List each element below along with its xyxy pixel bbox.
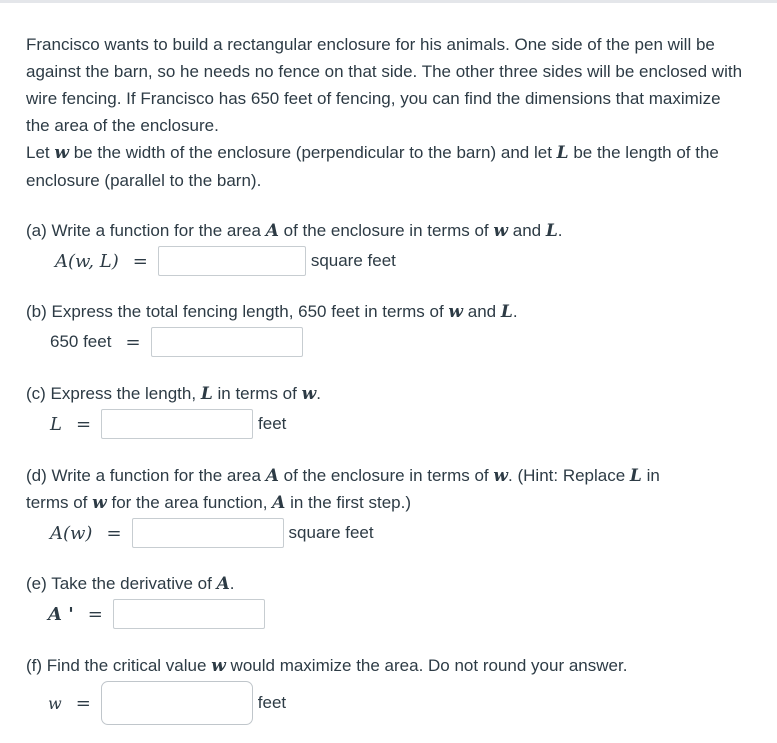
part-b-question	[26, 298, 518, 326]
part-b-end: .	[512, 302, 518, 321]
part-e-lhs: A '	[48, 603, 74, 625]
part-b-pre: (b) Express the total fencing length, 650 feet in terms of	[26, 302, 449, 321]
part-d-pre: (d) Write a function for the area	[26, 466, 266, 485]
part-b-answer-row	[50, 327, 303, 357]
equals-sign: =	[125, 331, 141, 353]
part-d-unit: square feet	[288, 523, 374, 542]
equals-sign: =	[132, 250, 148, 272]
part-a-mid: of the enclosure in terms of	[278, 221, 494, 240]
length-input[interactable]	[101, 409, 253, 439]
part-f-question	[26, 652, 627, 680]
part-c-mid: in terms of	[212, 384, 302, 403]
top-divider	[0, 0, 777, 3]
part-d-line2-end: in the first step.)	[285, 493, 412, 512]
problem-variables	[26, 139, 746, 194]
part-d-var-L: L	[629, 466, 642, 486]
part-a-var-w: w	[493, 221, 509, 241]
part-d-question-line2	[26, 489, 411, 517]
equals-sign: =	[87, 603, 103, 625]
part-d-lhs: A(w)	[50, 522, 93, 544]
part-b-var-w: w	[448, 302, 464, 322]
part-a-var-L: L	[545, 221, 558, 241]
fencing-length-input[interactable]	[151, 327, 303, 357]
part-c-var-L: L	[200, 384, 213, 404]
equals-sign: =	[75, 692, 91, 714]
part-c-answer-row	[50, 409, 286, 439]
problem-text: Francisco wants to build a rectangular enclosure for his animals. One side of the pen will be against the barn, so he needs no fence on that side. The other three sides will be enclosed with wire fencing. If Francisco has 650 feet of fencing, you can find the dimensions that maximize the area of the enclosure.	[26, 35, 743, 135]
var-L: L	[556, 143, 569, 163]
let-mid: be the width of the enclosure (perpendicular to the barn) and let	[69, 143, 557, 162]
part-f-end: would maximize the area. Do not round your answer.	[225, 656, 628, 675]
part-e-answer-row	[48, 599, 265, 629]
part-c-pre: (c) Express the length,	[26, 384, 201, 403]
derivative-input[interactable]	[113, 599, 265, 629]
problem-intro	[26, 31, 746, 139]
part-b-and: and	[463, 302, 501, 321]
part-a-pre: (a) Write a function for the area	[26, 221, 266, 240]
part-c-question	[26, 380, 321, 408]
critical-value-input[interactable]	[101, 681, 253, 725]
part-e-pre: (e) Take the derivative of	[26, 574, 217, 593]
part-a-question	[26, 217, 563, 245]
equals-sign: =	[106, 522, 122, 544]
part-d-var-A2: A	[272, 493, 286, 513]
part-c-lhs: L	[50, 413, 62, 435]
area-function-input[interactable]	[158, 246, 306, 276]
part-b-lhs: 650 feet	[50, 332, 112, 351]
part-d-var-w2: w	[92, 493, 107, 513]
var-w: w	[54, 143, 69, 163]
part-d-var-A: A	[265, 466, 279, 486]
part-c-unit: feet	[258, 414, 287, 433]
part-e-var-A: A	[216, 574, 230, 594]
let-prefix: Let	[26, 143, 55, 162]
part-a-var-A: A	[265, 221, 279, 241]
part-f-lhs: w	[48, 693, 62, 713]
part-f-pre: (f) Find the critical value	[26, 656, 212, 675]
part-e-question	[26, 570, 235, 598]
part-f-unit: feet	[257, 693, 287, 712]
part-e-end: .	[229, 574, 235, 593]
part-a-lhs: A(w, L)	[55, 250, 119, 272]
part-d-mid: of the enclosure in terms of	[278, 466, 494, 485]
area-of-w-input[interactable]	[132, 518, 284, 548]
part-d-var-w: w	[493, 466, 509, 486]
part-a-unit: square feet	[310, 251, 396, 270]
problem-statement	[26, 31, 746, 194]
part-d-answer-row	[50, 518, 374, 548]
part-a-end: .	[557, 221, 563, 240]
part-d-question-line1	[26, 462, 660, 490]
part-c-var-w: w	[301, 384, 317, 404]
part-a-and: and	[508, 221, 546, 240]
part-b-var-L: L	[500, 302, 513, 322]
part-f-var-w: w	[211, 656, 226, 676]
part-c-end: .	[316, 384, 321, 403]
part-d-line2-mid: for the area function,	[106, 493, 273, 512]
part-d-terms: terms of	[26, 493, 93, 512]
part-f-answer-row	[48, 681, 286, 725]
part-a-answer-row	[55, 246, 396, 276]
let-suffix: be the length of the enclosure (parallel to the barn).	[26, 143, 719, 190]
part-d-mid2: . (Hint: Replace	[508, 466, 630, 485]
equals-sign: =	[75, 413, 92, 435]
part-d-in: in	[641, 466, 660, 485]
